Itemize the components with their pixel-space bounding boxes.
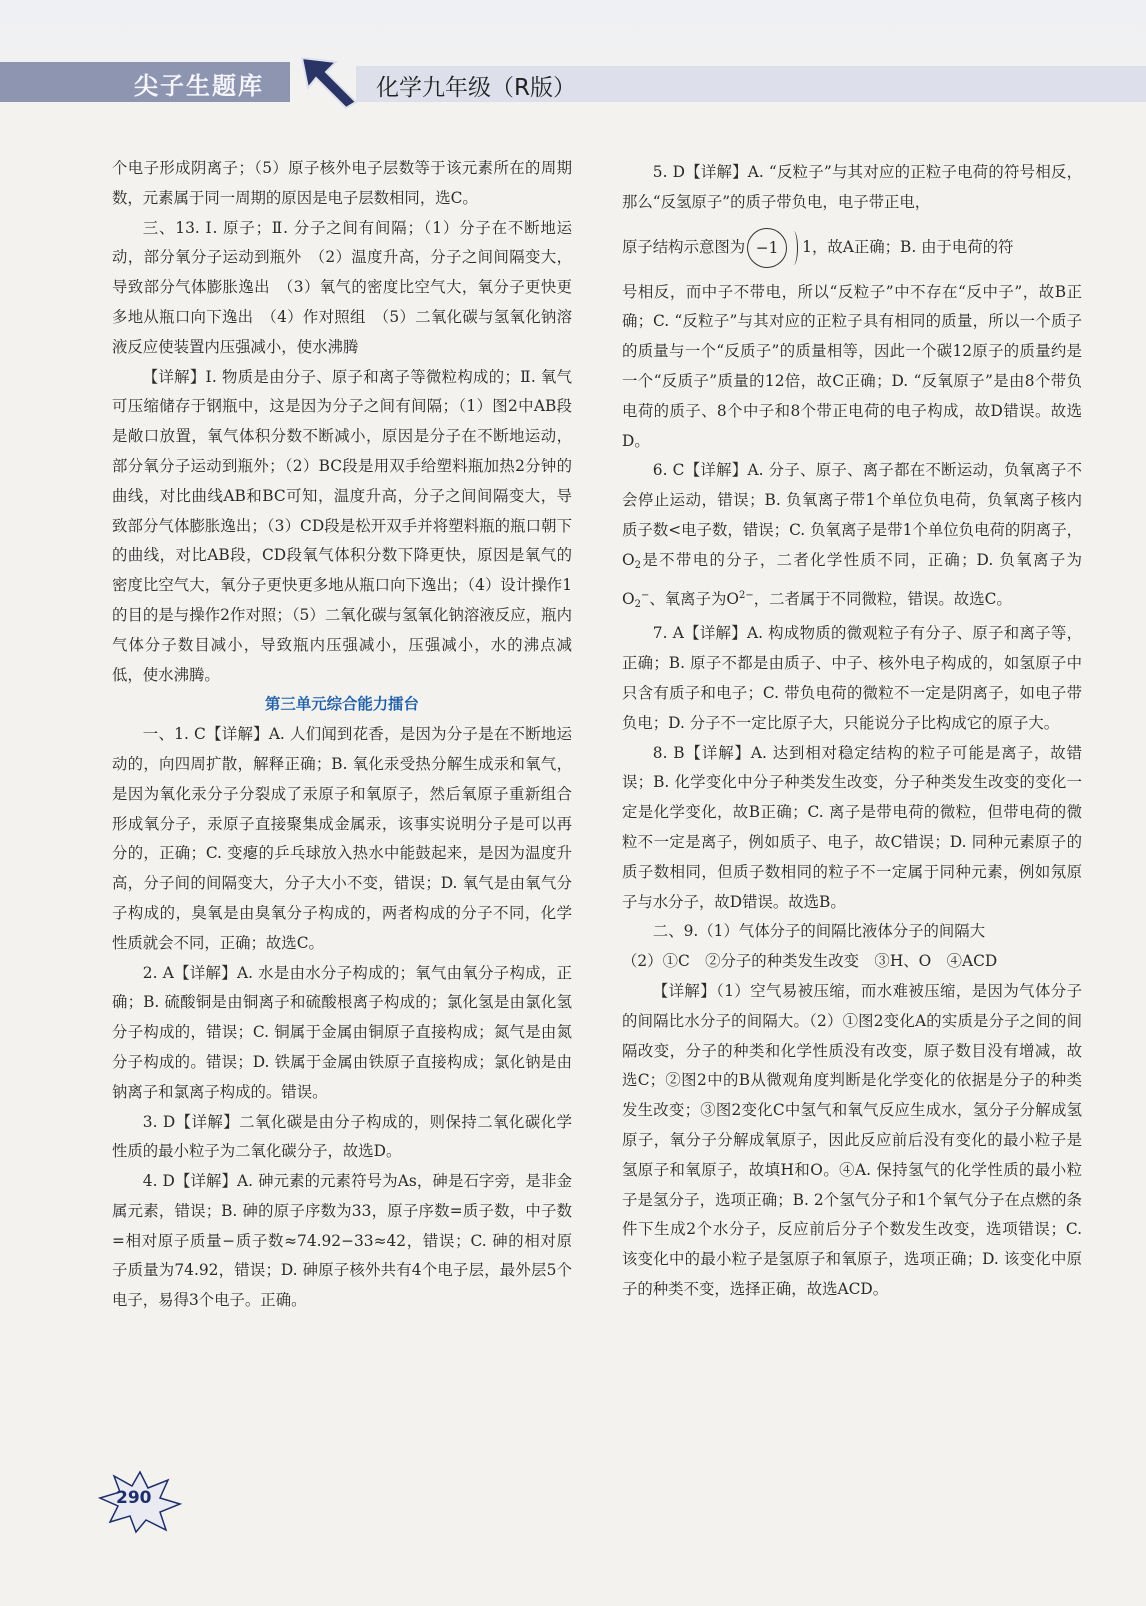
atom-diagram-line: 原子结构示意图为 −1 1 ，故A正确；B. 由于电荷的符 (622, 218, 1082, 278)
paragraph: 二、9.（1）气体分子的间隔比液体分子的间隔大 (652, 922, 986, 941)
arrow-icon (296, 52, 360, 110)
paragraph: 6. C【详解】A. 分子、原子、离子都在不断运动，负氧离子不会停止运动，错误；B. 负氧离子带1个单位负电荷，负氧离子核内质子数<电子数，错误；C. 负氧离子是带1个单位负电荷的阴离子，$O_2$是不带电的分子，二者化学性质不同，正确；D. 负氧离子为$O_2^-$、氧离子为$O^{2-}$，二者属于不同微粒，错误。故选C。 (622, 461, 1082, 610)
brand-banner (0, 62, 290, 102)
paragraph: 5. D【详解】A. “反粒子”与其对应的正粒子电荷的符号相反，那么“反氢原子”的质子带负电，电子带正电， (622, 163, 1082, 211)
paragraph: 【详解】（1）空气易被压缩，而水难被压缩，是因为气体分子的间隔比水分子的间隔大。（2）①图2变化A的实质是分子之间的间隔改变，分子的种类和化学性质没有改变，原子数目没有增减，故选C；②图2中的B从微观角度判断是化学变化的依据是分子的种类发生改变；③图2变化C中氢气和氧气反应生成水，氢分子分解成氢原子，氧分子分解成氧原子，因此反应前后没有变化的最小粒子是氢原子和氧原子，故填H和O。④A. 保持氢气的化学性质的最小粒子是氢分子，选项正确；B. 2个氢气分子和1个氧气分子在点燃的条件下生成2个水分子，反应前后分子个数发生改变，选项错误；C. 该变化中的最小粒子是氢原子和氧原子，选项正确；D. 该变化中原子的种类不变，选择正确，故选ACD。 (622, 981, 1082, 1298)
right-column (622, 158, 1082, 1305)
subject-banner (356, 66, 1146, 102)
electron-shell-arc (789, 231, 798, 265)
paragraph: 三、13. Ⅰ. 原子；Ⅱ. 分子之间有间隔；（1）分子在不断地运动，部分氧分子运动到瓶外 （2）温度升高，分子之间间隔变大，导致部分气体膨胀逸出 （3）氧气的密度比空气大，氧分子更快更多地从瓶口向下逸出 （4）作对照组 （5）二氧化碳与氢氧化钠溶液反应使装置内压强减小，使水沸腾 (112, 218, 572, 356)
nucleus-circle: −1 (747, 228, 787, 268)
paragraph: 个电子形成阴离子；（5）原子核外电子层数等于该元素所在的周期数，元素属于同一周期的原因是电子层数相同，选C。 (112, 159, 572, 207)
paragraph: 号相反，而中子不带电，所以“反粒子”中不存在“反中子”，故B正确；C. “反粒子”与其对应的正粒子具有相同的质量，所以一个质子的质量与一个“反质子”的质量相等，因此一个碳12原子的质量约是一个“反质子”质量的12倍，故C正确；D. “反氧原子”是由8个带负电荷的质子、8个中子和8个带正电荷的电子构成，故D错误。故选D。 (622, 282, 1082, 450)
left-column (112, 154, 572, 1316)
paragraph: 2. A【详解】A. 水是由水分子构成的；氧气由氧分子构成，正确；B. 硫酸铜是由铜离子和硫酸根离子构成的；氯化氢是由氯化氢分子构成的，错误；C. 铜属于金属由铜原子直接构成；氮气是由氮分子构成的。错误；D. 铁属于金属由铁原子直接构成；氯化钠是由钠离子和氯离子构成的。错误。 (112, 963, 572, 1101)
paragraph: 【详解】Ⅰ. 物质是由分子、原子和离子等微粒构成的；Ⅱ. 氧气可压缩储存于钢瓶中，这是因为分子之间有间隔；（1）图2中AB段是敞口放置，氧气体积分数不断减小，原因是分子在不断地运动，部分氧分子运动到瓶外；（2）BC段是用双手给塑料瓶加热2分钟的曲线，对比曲线AB和BC可知，温度升高，分子之间间隔变大，导致部分气体膨胀逸出；（3）CD段是松开双手并将塑料瓶的瓶口朝下的曲线，对比AB段，CD段氧气体积分数下降更快，原因是氧气的密度比空气大，氧分子更快更多地从瓶口向下逸出；（4）设计操作1的目的是与操作2作对照；（5）二氧化碳与氢氧化钠溶液反应，瓶内气体分子数目减小，导致瓶内压强减小，压强减小，水的沸点减低，使水沸腾。 (112, 367, 572, 684)
paragraph: 3. D【详解】二氧化碳是由分子构成的，则保持二氧化碳化学性质的最小粒子为二氧化碳分子，故选D。 (112, 1112, 572, 1161)
paragraph: （2）①C ②分子的种类发生改变 ③H、O ④ACD (622, 952, 998, 971)
paragraph: 7. A【详解】A. 构成物质的微观粒子有分子、原子和离子等，正确；B. 原子不都是由质子、中子、核外电子构成的，如氢原子中只含有质子和电子；C. 带负电荷的微粒不一定是阴离子，如电子带负电；D. 分子不一定比原子大，只能说分子比构成它的原子大。 (622, 624, 1082, 732)
paragraph: 4. D【详解】A. 砷元素的元素符号为As，砷是石字旁，是非金属元素，错误；B. 砷的原子序数为33，原子序数=质子数，中子数=相对原子质量−质子数≈74.92−33≈42，错误；C. 砷的相对原子质量为74.92，错误；D. 砷原子核外共有4个电子层，最外层5个电子，易得3个电子。正确。 (112, 1172, 572, 1310)
page-number-badge (96, 1468, 184, 1534)
page-header (0, 0, 1146, 110)
section-title: 第三单元综合能力擂台 (265, 695, 419, 714)
page-number: 290 (116, 1488, 152, 1508)
shell-electron-count: 1 (802, 237, 812, 256)
paragraph: 8. B【详解】A. 达到相对稳定结构的粒子可能是离子，故错误；B. 化学变化中分子种类发生改变，分子种类发生改变的变化一定是化学变化，故B正确；C. 离子是带电荷的微粒，但带电荷的微粒不一定是离子，例如质子、电子，故C错误；D. 同种元素原子的质子数相同，但质子数相同的粒子不一定属于同种元素，例如氖原子与水分子，故D错误。故选B。 (622, 743, 1082, 911)
paragraph: 一、1. C【详解】A. 人们闻到花香，是因为分子是在不断地运动的，向四周扩散，解释正确；B. 氧化汞受热分解生成汞和氧气，是因为氧化汞分子分裂成了汞原子和氧原子，然后氧原子重新组合形成氧分子，汞原子直接聚集成金属汞，该事实说明分子是可以再分的，正确；C. 变瘪的乒乓球放入热水中能鼓起来，是因为温度升高，分子间的间隔变大，分子大小不变，错误；D. 氧气是由氧气分子构成的，臭氧是由臭氧分子构成的，两者构成的分子不同，化学性质就会不同，正确；故选C。 (112, 725, 572, 952)
subject-title: 化学九年级（R版） (376, 75, 576, 101)
brand-title: 尖子生题库 (134, 72, 264, 100)
